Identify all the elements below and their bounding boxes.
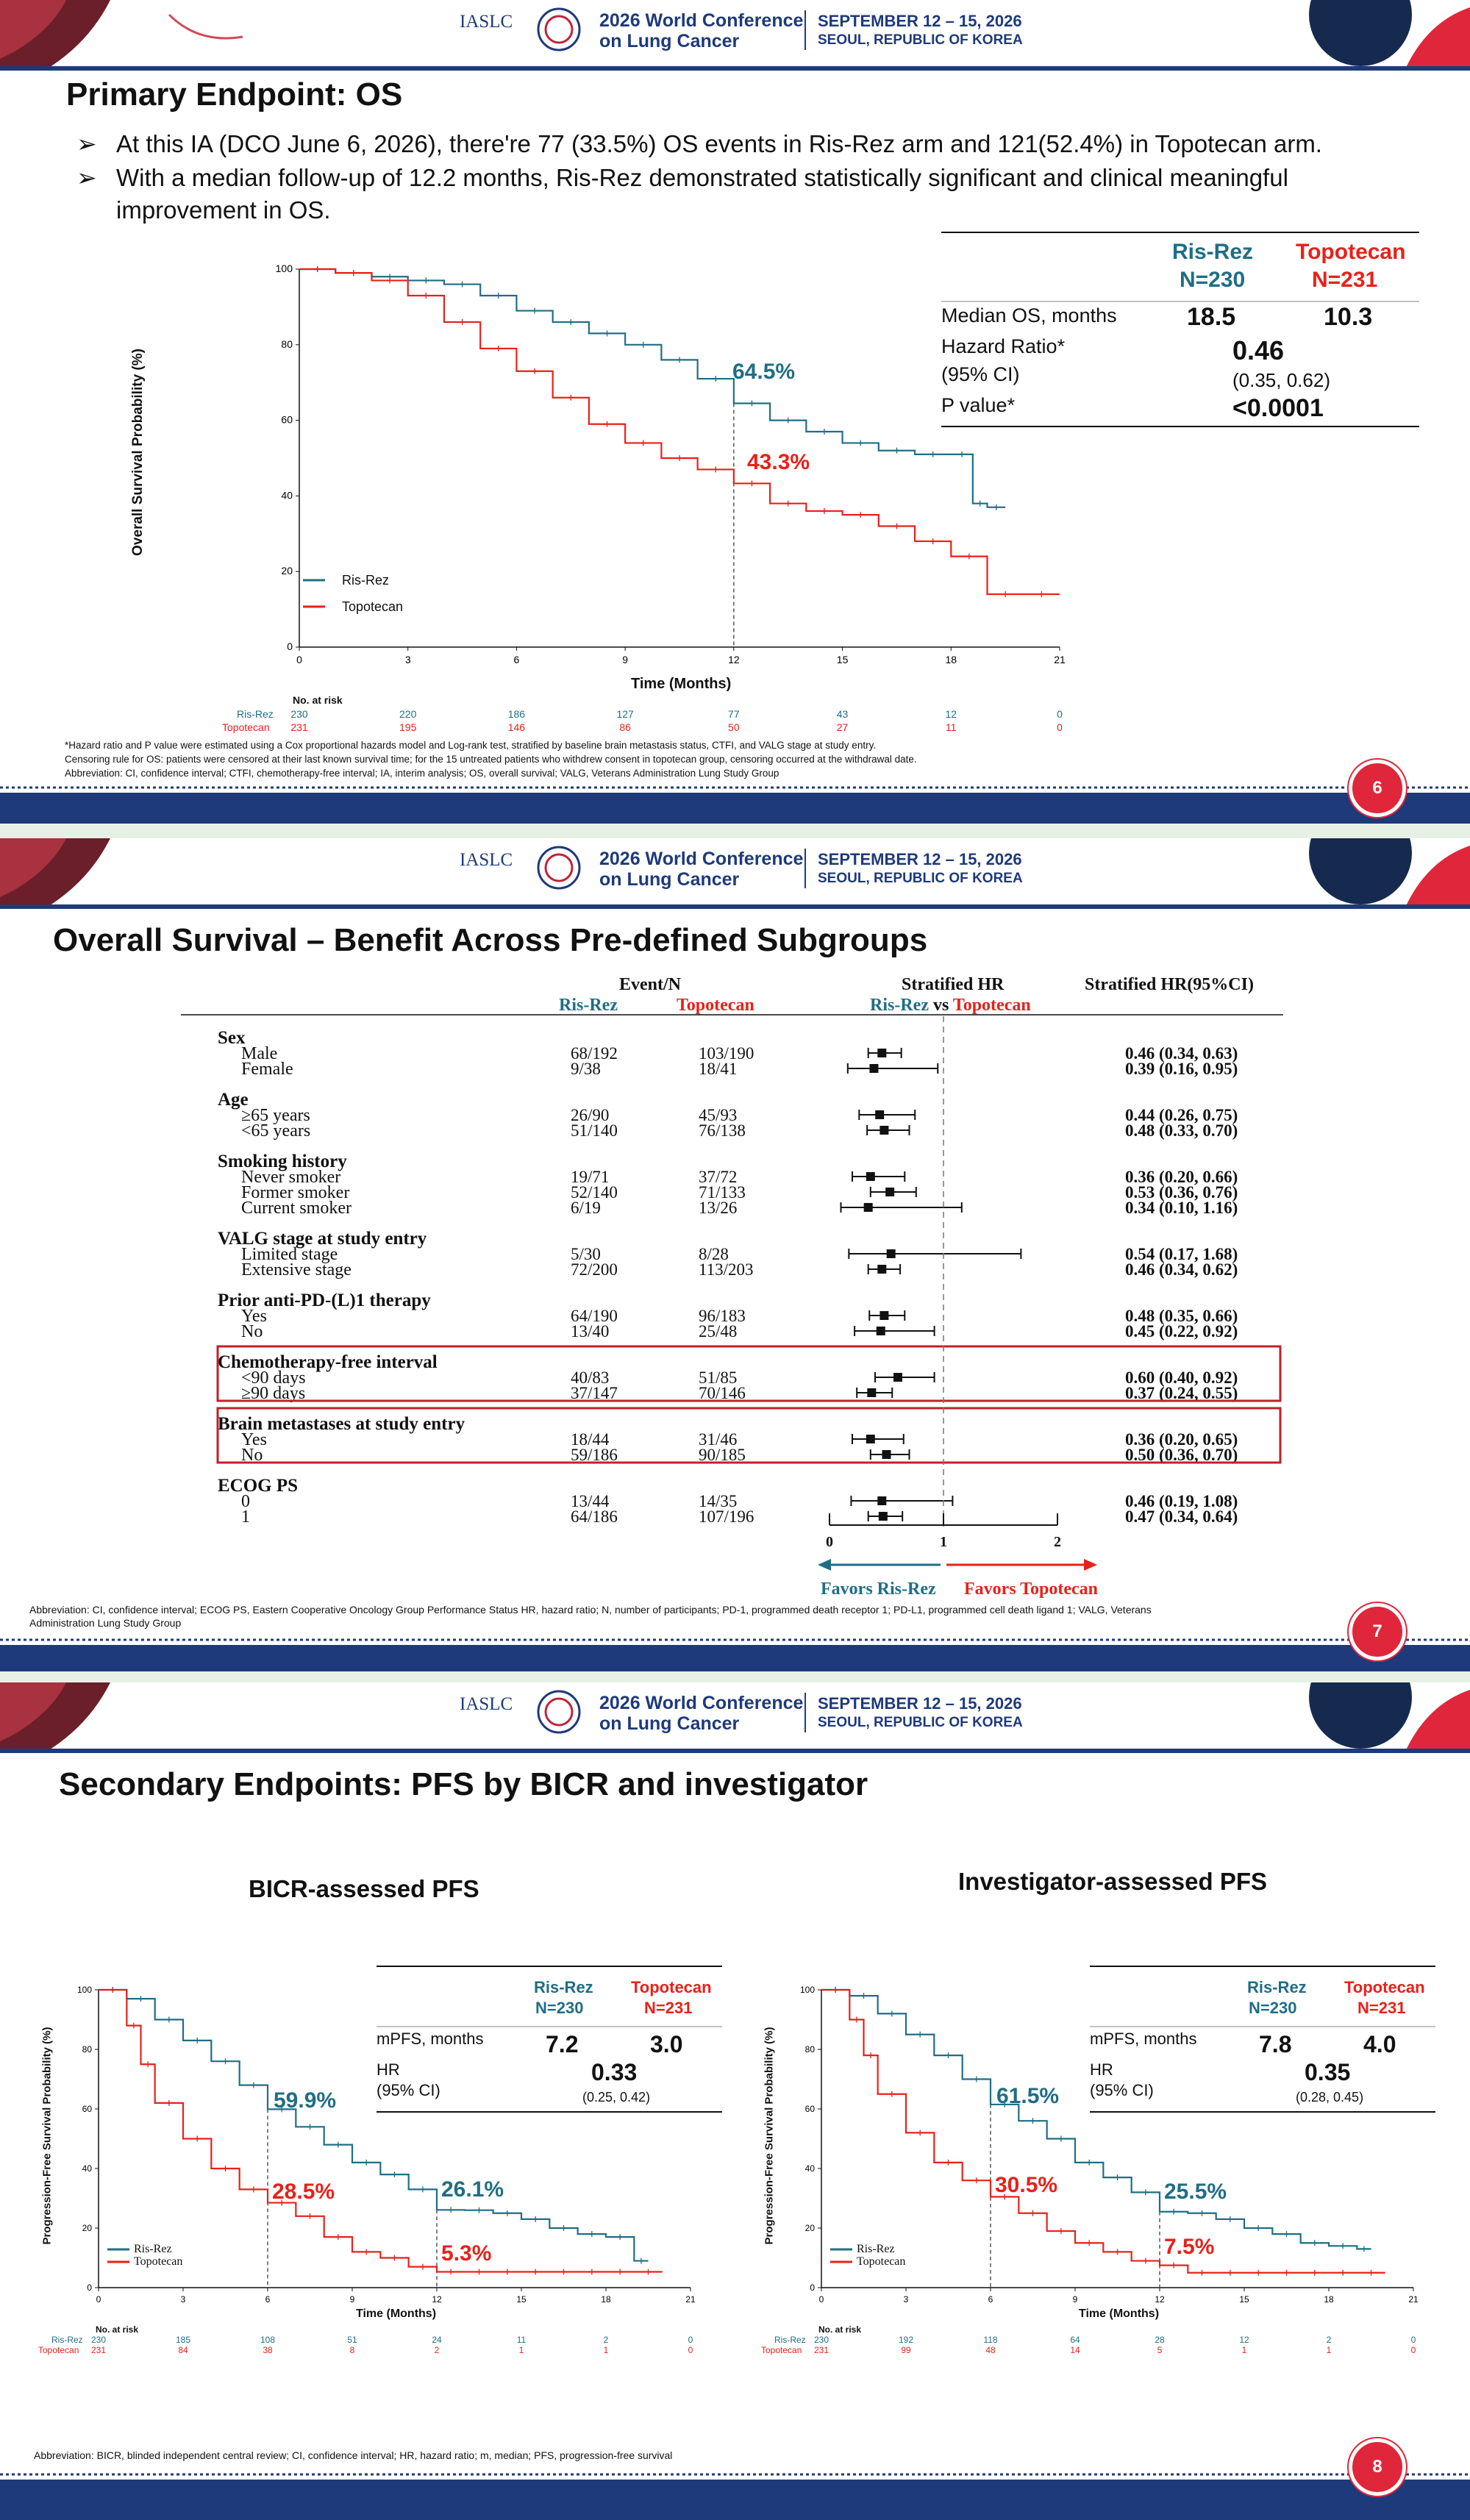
x-tick-label: 15 bbox=[1239, 2294, 1249, 2305]
page-title: Secondary Endpoints: PFS by BICR and investigator bbox=[59, 1766, 868, 1802]
subgroup-row-label: Female bbox=[241, 1060, 293, 1079]
date-line: SEPTEMBER 12 – 15, 2026 bbox=[818, 12, 1022, 30]
subgroup-row-label: ≥65 years bbox=[241, 1106, 310, 1125]
pfs-m-label: mPFS, months bbox=[377, 2030, 484, 2048]
event-risrez: 13/44 bbox=[571, 1492, 610, 1510]
os-hr-label1: Hazard Ratio* bbox=[941, 335, 1066, 357]
subgroup-row-label: Male bbox=[241, 1044, 278, 1063]
event-topotecan: 51/85 bbox=[699, 1368, 738, 1387]
y-tick-label: 40 bbox=[281, 489, 293, 501]
os-footnote-2: Censoring rule for OS: patients were censored at their last known survival time; for the 15 untreated patients who withdrew consent in topotecan group, censoring occurred at the withdrawal date. bbox=[65, 754, 917, 765]
place-line: SEOUL, REPUBLIC OF KOREA bbox=[818, 32, 1023, 48]
bullet-2-text: With a median follow-up of 12.2 months, Ris-Rez demonstrated statistically significant and clinical meaningful bbox=[116, 164, 1288, 191]
subgroup-row-label: Current smoker bbox=[241, 1199, 352, 1218]
conf-line1: 2026 World Conference bbox=[599, 1693, 804, 1713]
y-tick-label: 60 bbox=[281, 413, 293, 426]
event-topotecan: 70/146 bbox=[699, 1384, 746, 1402]
pfs-risk-count-risrez: 230 bbox=[90, 2335, 107, 2345]
pfs-risk-count-risrez: 12 bbox=[1239, 2335, 1249, 2345]
hr-ci-text: 0.36 (0.20, 0.66) bbox=[1125, 1168, 1238, 1186]
x-tick-label: 0 bbox=[296, 654, 302, 665]
y-tick-label: 0 bbox=[810, 2282, 815, 2293]
x-tick-label: 6 bbox=[988, 2294, 993, 2305]
page-title: Overall Survival – Benefit Across Pre-defined Subgroups bbox=[53, 922, 928, 958]
favors-topotecan: Favors Topotecan bbox=[964, 1580, 1099, 1599]
hr-ci-text: 0.48 (0.33, 0.70) bbox=[1125, 1121, 1238, 1140]
x-tick-label: 18 bbox=[601, 2294, 611, 2305]
y-tick-label: 100 bbox=[799, 1985, 815, 1995]
pfs-risk-count-topotecan: 99 bbox=[901, 2345, 911, 2355]
y-tick-label: 80 bbox=[82, 2044, 92, 2055]
pfs-risk-count-risrez: 185 bbox=[175, 2335, 191, 2345]
forest-tick-label: 1 bbox=[940, 1534, 947, 1550]
y-tick-label: 80 bbox=[281, 338, 293, 350]
page-number: 8 bbox=[1349, 2438, 1406, 2496]
annot-6m-risrez: 61.5% bbox=[996, 2083, 1060, 2108]
os-p-label: P value* bbox=[941, 394, 1016, 416]
annot-6m-topotecan: 30.5% bbox=[995, 2173, 1058, 2198]
pfs-m2: 3.0 bbox=[650, 2031, 683, 2057]
y-tick-label: 60 bbox=[804, 2104, 815, 2114]
x-tick-label: 9 bbox=[1072, 2294, 1078, 2305]
x-tick-label: 18 bbox=[1324, 2294, 1334, 2305]
society-name: IASLC bbox=[460, 12, 513, 32]
subgroup-row-label: Yes bbox=[241, 1307, 267, 1326]
event-topotecan: 71/133 bbox=[699, 1183, 746, 1202]
pfs-risk-count-topotecan: 38 bbox=[263, 2345, 273, 2355]
pfs-legend-risrez: Ris-Rez bbox=[857, 2243, 895, 2255]
pfs-ci: (0.25, 0.42) bbox=[582, 2090, 651, 2105]
hr-ci-text: 0.39 (0.16, 0.95) bbox=[1125, 1060, 1238, 1078]
subgroup-row-label: 0 bbox=[241, 1492, 250, 1511]
hr-ci-text: 0.46 (0.34, 0.63) bbox=[1125, 1044, 1238, 1063]
event-topotecan: 107/196 bbox=[699, 1507, 754, 1526]
y-tick-label: 40 bbox=[82, 2163, 92, 2174]
conf-line2: on Lung Cancer bbox=[599, 1713, 740, 1734]
date-line: SEPTEMBER 12 – 15, 2026 bbox=[818, 1694, 1022, 1713]
subgroup-row-label: No bbox=[241, 1322, 263, 1341]
subgroup-footnote-2: Administration Lung Study Group bbox=[29, 1617, 182, 1629]
slide-subgroups bbox=[0, 838, 1470, 1682]
annot-6m-risrez: 59.9% bbox=[274, 2088, 337, 2113]
hr-ci-text: 0.48 (0.35, 0.66) bbox=[1125, 1307, 1238, 1325]
os-annot-risrez: 64.5% bbox=[732, 360, 796, 384]
risk-count-topotecan: 195 bbox=[399, 721, 417, 733]
os-p-value: <0.0001 bbox=[1232, 394, 1324, 422]
conf-line1: 2026 World Conference bbox=[599, 849, 804, 869]
pfs-hr-label2: (95% CI) bbox=[377, 2081, 440, 2099]
event-risrez: 37/147 bbox=[571, 1384, 618, 1402]
y-tick-label: 0 bbox=[287, 640, 293, 652]
hr-ci-text: 0.46 (0.34, 0.62) bbox=[1125, 1260, 1238, 1279]
os-hr-ci: (0.35, 0.62) bbox=[1232, 369, 1330, 391]
os-table-arm2: Topotecan bbox=[1296, 240, 1406, 264]
hr-ci-text: 0.45 (0.22, 0.92) bbox=[1125, 1322, 1238, 1341]
subgroup-heading: VALG stage at study entry bbox=[218, 1229, 427, 1249]
risk-count-topotecan: 86 bbox=[619, 721, 631, 733]
y-tick-label: 100 bbox=[76, 1985, 92, 1995]
pfs-table-arm2-n: N=231 bbox=[644, 1999, 693, 2017]
x-tick-label: 21 bbox=[1408, 2294, 1419, 2305]
os-table-arm1-n: N=230 bbox=[1180, 268, 1246, 292]
os-ylabel: Overall Survival Probability (%) bbox=[130, 349, 146, 556]
pfs-risk-count-risrez: 28 bbox=[1155, 2335, 1165, 2345]
event-risrez: 52/140 bbox=[571, 1183, 618, 1202]
os-annot-topotecan: 43.3% bbox=[747, 450, 810, 474]
os-hr-value: 0.46 bbox=[1232, 335, 1285, 365]
pfs-table-arm1: Ris-Rez bbox=[1247, 1978, 1307, 1996]
pfs-risk-count-topotecan: 5 bbox=[1157, 2345, 1163, 2355]
y-tick-label: 0 bbox=[87, 2282, 92, 2293]
pfs-risk-label-risrez: Ris-Rez bbox=[774, 2335, 806, 2345]
bullet-1-text: At this IA (DCO June 6, 2026), there're 77 (33.5%) OS events in Ris-Rez arm and 121(52.4%) in Topotecan arm. bbox=[116, 130, 1322, 157]
os-risk-label-1: Ris-Rez bbox=[237, 708, 274, 720]
x-tick-label: 12 bbox=[1155, 2294, 1165, 2305]
risk-count-risrez: 77 bbox=[728, 708, 740, 720]
x-tick-label: 12 bbox=[728, 654, 740, 665]
pfs-ylabel: Progression-Free Survival Probability (%) bbox=[763, 2027, 776, 2245]
subgroup-heading: ECOG PS bbox=[218, 1476, 299, 1496]
subgroup-row-label: <65 years bbox=[241, 1121, 311, 1141]
os-table-arm1: Ris-Rez bbox=[1172, 240, 1254, 264]
pfs-risk-count-topotecan: 0 bbox=[1410, 2345, 1416, 2355]
event-risrez: 64/186 bbox=[571, 1507, 618, 1526]
y-tick-label: 40 bbox=[804, 2163, 815, 2174]
hr-ci-text: 0.53 (0.36, 0.76) bbox=[1125, 1183, 1238, 1202]
pfs-risk-title: No. at risk bbox=[96, 2324, 139, 2335]
event-risrez: 18/44 bbox=[571, 1430, 610, 1449]
pfs-risk-count-risrez: 2 bbox=[1326, 2335, 1332, 2345]
pfs-table-arm1-n: N=230 bbox=[535, 1999, 584, 2017]
subgroup-heading: Chemotherapy-free interval bbox=[218, 1352, 438, 1372]
event-risrez: 13/40 bbox=[571, 1322, 610, 1341]
pfs-risk-label-risrez: Ris-Rez bbox=[51, 2335, 83, 2345]
pfs-risk-label-topotecan: Topotecan bbox=[38, 2345, 79, 2355]
os-median-2: 10.3 bbox=[1324, 303, 1373, 331]
pfs-hr-label1: HR bbox=[1090, 2060, 1113, 2079]
pfs-risk-count-risrez: 118 bbox=[983, 2335, 998, 2345]
conf-line2: on Lung Cancer bbox=[599, 31, 740, 51]
event-risrez: 26/90 bbox=[571, 1106, 610, 1124]
os-risk-label-2: Topotecan bbox=[222, 721, 270, 733]
pfs-risk-count-risrez: 11 bbox=[516, 2335, 527, 2345]
pfs-legend-risrez: Ris-Rez bbox=[134, 2243, 172, 2255]
x-tick-label: 21 bbox=[1054, 654, 1066, 665]
risk-count-risrez: 186 bbox=[507, 708, 526, 720]
conf-line1: 2026 World Conference bbox=[599, 10, 804, 31]
bicr-heading: BICR-assessed PFS bbox=[249, 1875, 479, 1902]
pfs-legend-topotecan: Topotecan bbox=[857, 2255, 906, 2268]
pfs-table-arm2: Topotecan bbox=[1344, 1978, 1425, 1996]
pfs-ci: (0.28, 0.45) bbox=[1296, 2090, 1364, 2105]
risk-count-risrez: 12 bbox=[945, 708, 957, 720]
risk-count-topotecan: 27 bbox=[836, 721, 849, 733]
place-line: SEOUL, REPUBLIC OF KOREA bbox=[818, 1715, 1023, 1730]
pfs-risk-count-topotecan: 231 bbox=[90, 2345, 107, 2355]
pfs-table-arm2-n: N=231 bbox=[1357, 1999, 1406, 2017]
col-hr-sub: Ris-Rez vs Topotecan bbox=[870, 996, 1031, 1015]
risk-count-risrez: 127 bbox=[616, 708, 634, 720]
pfs-ylabel: Progression-Free Survival Probability (%) bbox=[40, 2027, 54, 2245]
slide7-footer bbox=[0, 838, 1470, 1682]
pfs-hr-label1: HR bbox=[377, 2060, 400, 2079]
event-topotecan: 8/28 bbox=[699, 1245, 729, 1263]
hr-ci-text: 0.54 (0.17, 1.68) bbox=[1125, 1245, 1238, 1263]
hr-ci-text: 0.36 (0.20, 0.65) bbox=[1125, 1430, 1238, 1449]
slide8-footer bbox=[0, 1682, 1470, 2520]
bullet-1: ➢ bbox=[76, 130, 97, 157]
annot-12m-risrez: 26.1% bbox=[441, 2177, 504, 2202]
page-number: 7 bbox=[1349, 1603, 1406, 1660]
x-tick-label: 3 bbox=[903, 2294, 909, 2305]
place-line: SEOUL, REPUBLIC OF KOREA bbox=[818, 871, 1023, 886]
pfs-risk-count-topotecan: 14 bbox=[1070, 2345, 1080, 2355]
hr-ci-text: 0.47 (0.34, 0.64) bbox=[1125, 1507, 1238, 1526]
event-topotecan: 25/48 bbox=[699, 1322, 738, 1341]
x-tick-label: 21 bbox=[685, 2294, 696, 2305]
pfs-hr: 0.35 bbox=[1305, 2059, 1351, 2085]
col-event: Event/N bbox=[619, 975, 681, 994]
subgroup-row-label: ≥90 days bbox=[241, 1384, 306, 1403]
subgroup-heading: Smoking history bbox=[218, 1152, 347, 1171]
os-median-label: Median OS, months bbox=[941, 304, 1117, 326]
pfs-m1: 7.2 bbox=[546, 2031, 579, 2057]
event-risrez: 64/190 bbox=[571, 1307, 618, 1325]
event-risrez: 59/186 bbox=[571, 1446, 618, 1464]
col-arm1: Ris-Rez bbox=[559, 996, 618, 1015]
society-name: IASLC bbox=[460, 1694, 513, 1714]
pfs-risk-count-risrez: 192 bbox=[898, 2335, 914, 2345]
forest-tick-label: 0 bbox=[826, 1534, 833, 1550]
os-risk-title: No. at risk bbox=[293, 694, 343, 706]
date-line: SEPTEMBER 12 – 15, 2026 bbox=[818, 850, 1022, 868]
x-tick-label: 12 bbox=[432, 2294, 442, 2305]
subgroup-row-label: Yes bbox=[241, 1430, 267, 1449]
os-table-arm2-n: N=231 bbox=[1312, 268, 1378, 292]
event-risrez: 68/192 bbox=[571, 1044, 618, 1063]
event-topotecan: 37/72 bbox=[699, 1168, 738, 1186]
x-tick-label: 6 bbox=[265, 2294, 271, 2305]
pfs-risk-count-topotecan: 1 bbox=[603, 2345, 609, 2355]
event-risrez: 9/38 bbox=[571, 1060, 601, 1078]
subgroup-row-label: Never smoker bbox=[241, 1168, 341, 1187]
annot-12m-risrez: 25.5% bbox=[1164, 2179, 1227, 2204]
society-name: IASLC bbox=[460, 850, 513, 870]
risk-count-risrez: 0 bbox=[1057, 708, 1063, 720]
x-tick-label: 15 bbox=[516, 2294, 527, 2305]
subgroup-row-label: No bbox=[241, 1446, 263, 1465]
x-tick-label: 0 bbox=[96, 2294, 101, 2305]
hr-ci-text: 0.37 (0.24, 0.55) bbox=[1125, 1384, 1238, 1402]
risk-count-topotecan: 146 bbox=[507, 721, 526, 733]
pfs-table-arm1: Ris-Rez bbox=[534, 1978, 593, 1996]
annot-12m-topotecan: 5.3% bbox=[441, 2241, 492, 2266]
risk-count-risrez: 43 bbox=[836, 708, 849, 720]
x-tick-label: 0 bbox=[818, 2294, 824, 2305]
event-topotecan: 45/93 bbox=[699, 1106, 738, 1124]
x-tick-label: 6 bbox=[513, 654, 520, 665]
pfs-risk-label-topotecan: Topotecan bbox=[761, 2345, 802, 2355]
y-tick-label: 80 bbox=[804, 2044, 815, 2055]
pfs-risk-count-topotecan: 8 bbox=[349, 2345, 355, 2355]
os-footnote-1: *Hazard ratio and P value were estimated using a Cox proportional hazards model and Log-rank test, stratified by baseline brain metastasis status, CTFI, and VALG stage at study entry. bbox=[65, 740, 877, 751]
subgroup-row-label: Limited stage bbox=[241, 1245, 338, 1264]
os-xlabel: Time (Months) bbox=[631, 676, 732, 692]
pfs-xlabel: Time (Months) bbox=[356, 2307, 437, 2320]
x-tick-label: 9 bbox=[622, 654, 629, 665]
x-tick-label: 9 bbox=[349, 2294, 355, 2305]
pfs-risk-count-risrez: 24 bbox=[432, 2335, 442, 2345]
event-topotecan: 76/138 bbox=[699, 1121, 746, 1140]
y-tick-label: 60 bbox=[82, 2104, 92, 2114]
x-tick-label: 18 bbox=[945, 654, 957, 665]
pfs-risk-title: No. at risk bbox=[818, 2324, 862, 2335]
hr-ci-text: 0.46 (0.19, 1.08) bbox=[1125, 1492, 1238, 1510]
pfs-risk-count-topotecan: 0 bbox=[688, 2345, 693, 2355]
risk-count-risrez: 230 bbox=[290, 708, 308, 720]
y-tick-label: 100 bbox=[275, 263, 293, 274]
pfs-hr-label2: (95% CI) bbox=[1090, 2081, 1154, 2099]
risk-count-topotecan: 50 bbox=[728, 721, 740, 733]
os-footnote-3: Abbreviation: CI, confidence interval; CTFI, chemotherapy-free interval; IA, interim analysis; OS, overall survival; VALG, Veterans Administration Lung Study Group bbox=[65, 768, 779, 779]
pfs-m1: 7.8 bbox=[1259, 2031, 1292, 2057]
hr-ci-text: 0.44 (0.26, 0.75) bbox=[1125, 1106, 1238, 1124]
pfs-risk-count-risrez: 0 bbox=[1410, 2335, 1416, 2345]
os-legend-2: Topotecan bbox=[342, 599, 404, 614]
subgroup-row-label: 1 bbox=[241, 1507, 250, 1527]
annot-6m-topotecan: 28.5% bbox=[272, 2179, 335, 2204]
annot-12m-topotecan: 7.5% bbox=[1164, 2234, 1215, 2259]
hr-ci-text: 0.34 (0.10, 1.16) bbox=[1125, 1199, 1238, 1217]
pfs-risk-count-topotecan: 48 bbox=[985, 2345, 996, 2355]
pfs-risk-count-topotecan: 231 bbox=[813, 2345, 829, 2355]
slide-os bbox=[0, 0, 1470, 838]
event-topotecan: 113/203 bbox=[699, 1260, 754, 1279]
col-ci: Stratified HR(95%CI) bbox=[1085, 975, 1254, 994]
inv-heading: Investigator-assessed PFS bbox=[958, 1868, 1268, 1895]
event-risrez: 40/83 bbox=[571, 1368, 610, 1387]
risk-count-risrez: 220 bbox=[399, 708, 417, 720]
event-topotecan: 31/46 bbox=[699, 1430, 738, 1449]
event-topotecan: 14/35 bbox=[699, 1492, 738, 1510]
risk-count-topotecan: 0 bbox=[1057, 721, 1063, 733]
x-tick-label: 15 bbox=[836, 654, 849, 665]
y-tick-label: 20 bbox=[281, 565, 293, 577]
pfs-risk-count-topotecan: 1 bbox=[1326, 2345, 1332, 2355]
event-risrez: 72/200 bbox=[571, 1260, 618, 1279]
os-hr-label2: (95% CI) bbox=[941, 363, 1020, 385]
pfs-risk-count-topotecan: 1 bbox=[518, 2345, 524, 2355]
hr-ci-text: 0.60 (0.40, 0.92) bbox=[1125, 1368, 1238, 1387]
pfs-risk-count-risrez: 64 bbox=[1070, 2335, 1080, 2345]
pfs-risk-count-risrez: 2 bbox=[603, 2335, 609, 2345]
hr-ci-text: 0.50 (0.36, 0.70) bbox=[1125, 1446, 1238, 1464]
favors-risrez: Favors Ris-Rez bbox=[821, 1580, 936, 1599]
subgroup-heading: Prior anti-PD-(L)1 therapy bbox=[218, 1291, 431, 1310]
bullet-2: ➢ bbox=[76, 164, 97, 191]
x-tick-label: 3 bbox=[404, 654, 411, 665]
page-title: Primary Endpoint: OS bbox=[66, 76, 403, 113]
pfs-m2: 4.0 bbox=[1363, 2031, 1396, 2057]
pfs-risk-count-topotecan: 84 bbox=[178, 2345, 188, 2355]
subgroup-heading: Age bbox=[218, 1090, 249, 1110]
event-topotecan: 103/190 bbox=[699, 1044, 754, 1063]
bullet-2-text-cont: improvement in OS. bbox=[116, 196, 331, 224]
os-legend-1: Ris-Rez bbox=[342, 573, 390, 588]
event-topotecan: 96/183 bbox=[699, 1307, 746, 1325]
page-number: 6 bbox=[1349, 760, 1406, 817]
pfs-table-arm2: Topotecan bbox=[631, 1978, 712, 1996]
event-risrez: 51/140 bbox=[571, 1121, 618, 1140]
event-risrez: 5/30 bbox=[571, 1245, 601, 1263]
slide-pfs bbox=[0, 1682, 1470, 2520]
subgroup-heading: Brain metastases at study entry bbox=[218, 1414, 465, 1434]
x-tick-label: 3 bbox=[180, 2294, 186, 2305]
event-topotecan: 90/185 bbox=[699, 1446, 746, 1464]
subgroup-row-label: Former smoker bbox=[241, 1183, 350, 1202]
subgroup-heading: Sex bbox=[218, 1028, 246, 1048]
pfs-legend-topotecan: Topotecan bbox=[134, 2255, 183, 2268]
pfs-risk-count-risrez: 51 bbox=[347, 2335, 357, 2345]
col-arm2: Topotecan bbox=[677, 996, 754, 1015]
subgroup-footnote-1: Abbreviation: CI, confidence interval; ECOG PS, Eastern Cooperative Oncology Group Performance Status HR, hazard ratio; N, number of participants; PD-1, programmed death receptor 1; PD-L1, programmed cell death ligand 1; VALG, Veterans bbox=[29, 1604, 1152, 1616]
pfs-hr: 0.33 bbox=[591, 2059, 638, 2085]
subgroup-row-label: <90 days bbox=[241, 1368, 306, 1388]
pfs-footnote: Abbreviation: BICR, blinded independent central review; CI, confidence interval; HR, hazard ratio; m, median; PFS, progression-free survival bbox=[34, 2449, 673, 2461]
slide6-footer bbox=[0, 0, 1470, 838]
pfs-risk-count-topotecan: 2 bbox=[434, 2345, 440, 2355]
forest-tick-label: 2 bbox=[1054, 1534, 1061, 1550]
event-risrez: 19/71 bbox=[571, 1168, 610, 1186]
subgroup-row-label: Extensive stage bbox=[241, 1260, 352, 1279]
event-topotecan: 18/41 bbox=[699, 1060, 738, 1078]
event-risrez: 6/19 bbox=[571, 1199, 601, 1217]
y-tick-label: 20 bbox=[82, 2223, 92, 2233]
pfs-risk-count-risrez: 0 bbox=[688, 2335, 693, 2345]
conf-line2: on Lung Cancer bbox=[599, 869, 740, 890]
y-tick-label: 20 bbox=[804, 2223, 815, 2233]
risk-count-topotecan: 231 bbox=[290, 721, 308, 733]
col-hr: Stratified HR bbox=[902, 975, 1005, 994]
pfs-xlabel: Time (Months) bbox=[1079, 2307, 1160, 2320]
pfs-risk-count-risrez: 108 bbox=[260, 2335, 276, 2345]
event-topotecan: 13/26 bbox=[699, 1199, 738, 1217]
pfs-table-arm1-n: N=230 bbox=[1249, 1999, 1297, 2017]
os-median-1: 18.5 bbox=[1187, 303, 1236, 331]
pfs-m-label: mPFS, months bbox=[1090, 2030, 1197, 2048]
pfs-risk-count-risrez: 230 bbox=[813, 2335, 829, 2345]
risk-count-topotecan: 11 bbox=[946, 721, 957, 733]
pfs-risk-count-topotecan: 1 bbox=[1241, 2345, 1247, 2355]
